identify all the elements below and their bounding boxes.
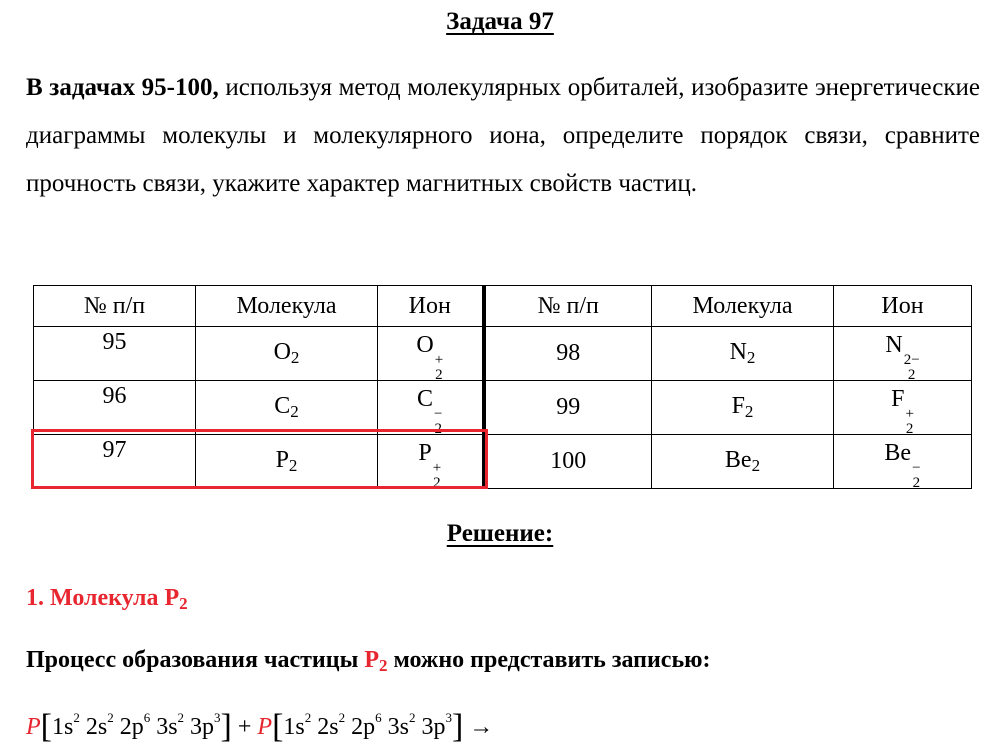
molecule-cell (652, 381, 834, 435)
task-table (33, 285, 972, 489)
molecule-formula: P2 (275, 447, 298, 475)
ion-cell (834, 435, 972, 489)
molecule-formula: C2 (274, 393, 299, 421)
orbital-term: $2s^2$ (79, 710, 114, 740)
intro-text: используя метод молекулярных орбиталей, изобразите энергетические диаграммы молекулы и молекулярного иона, определите порядок связи, сравните прочность связи, укажите характер магнитных свойств частиц. (26, 74, 980, 197)
ion-cell (834, 327, 972, 381)
intro-bold-prefix: В задачах 95-100, (26, 74, 219, 101)
orbital-term: $1s^2$ (283, 710, 312, 740)
molecule-cell (652, 435, 834, 489)
row-number-cell: 100 (484, 435, 652, 489)
ion-cell (378, 435, 484, 489)
molecule-formula: Be2 (724, 447, 761, 475)
ion-formula: Be − 2 (884, 440, 921, 491)
orbital-term: $2p^6$ (113, 710, 151, 740)
ion-cell (834, 381, 972, 435)
orbital-term: $2s^2$ (311, 710, 346, 740)
formation-equation: $P[1s^2$ $2s^2$ $2p^6$ $3s^2$ $3p^3] + P[1s^2$ $2s^2$ $2p^6$ $3s^2$ $3p^3$] → (26, 708, 494, 745)
solution-heading: Решение: (446, 520, 554, 547)
molecule-formula: N2 (729, 339, 756, 367)
header-molecule-2: Молекула (652, 286, 834, 327)
arrow: → (463, 714, 494, 740)
task-intro (26, 64, 980, 208)
page-title: Задача 97 (446, 8, 554, 35)
molecule-cell (196, 435, 378, 489)
header-molecule-1: Молекула (196, 286, 378, 327)
plus-sign: + (231, 714, 258, 740)
molecule-cell (196, 327, 378, 381)
section-heading: 1. Молекула P2 (26, 585, 188, 613)
header-number-1: № п/п (34, 286, 196, 327)
orbital-term: $2p^6$ (345, 710, 382, 740)
row-number-cell: 96 (34, 381, 196, 435)
molecule-cell (196, 381, 378, 435)
molecule-formula: F2 (731, 393, 754, 421)
header-ion-1: Ион (378, 286, 484, 327)
ion-formula: N 2− 2 (885, 332, 920, 383)
molecule-cell (652, 327, 834, 381)
ion-formula: F + 2 (891, 386, 914, 437)
ion-cell (378, 381, 484, 435)
row-number-cell: 99 (484, 381, 652, 435)
table-row (34, 381, 972, 435)
row-number-cell: 97 (34, 435, 196, 489)
ion-formula: O + 2 (416, 332, 444, 383)
ion-cell (378, 327, 484, 381)
orbital-term: $3p^3$ (184, 710, 221, 740)
molecule-formula: O2 (273, 339, 300, 367)
table-header-row (34, 286, 972, 327)
ion-formula: C − 2 (417, 386, 443, 437)
orbital-term: $3p^3$ (415, 710, 452, 740)
header-number-2: № п/п (484, 286, 652, 327)
atom-symbol: P (257, 714, 273, 740)
row-number-cell: 95 (34, 327, 196, 381)
process-line: Процесс образования частицы P2 можно представить записью: (26, 647, 711, 675)
row-number-cell: 98 (484, 327, 652, 381)
orbital-term: $3s^2$ (381, 710, 416, 740)
header-ion-2: Ион (834, 286, 972, 327)
ion-formula: P + 2 (418, 440, 442, 491)
orbital-term: $3s^2$ (150, 710, 185, 740)
atom-symbol: P (26, 714, 41, 740)
orbital-term: $1s^2$ (52, 710, 80, 740)
table-row (34, 327, 972, 381)
table-row (34, 435, 972, 489)
